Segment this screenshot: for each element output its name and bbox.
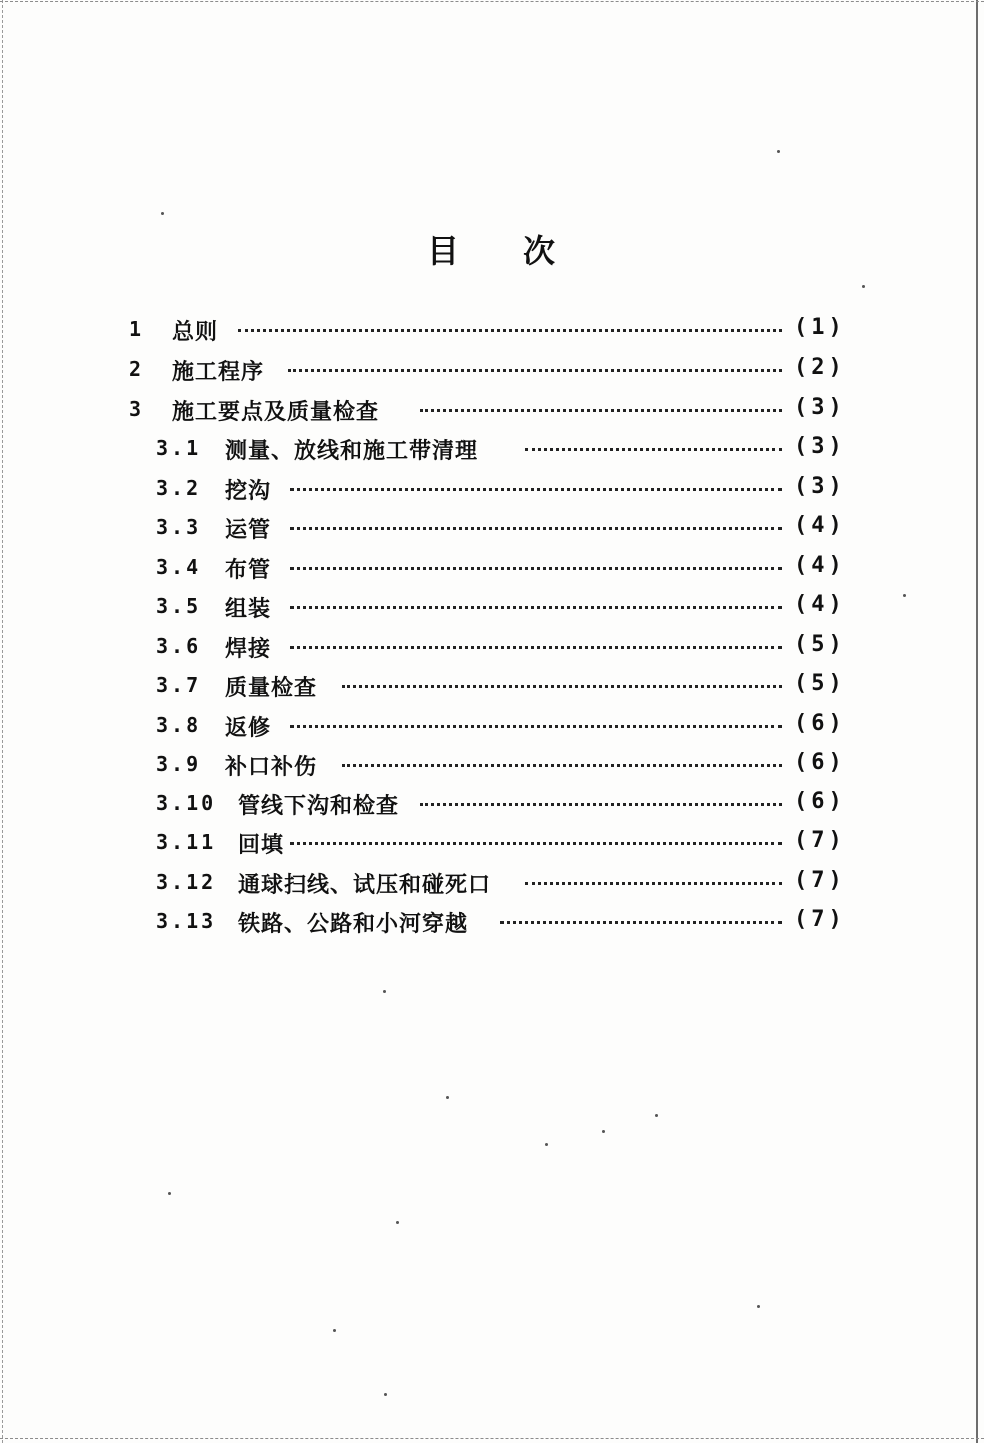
toc-entry-title: 施工程序 <box>172 359 265 385</box>
toc-title-left: 目 <box>426 232 461 270</box>
toc-entry-title: 测量、放线和施工带清理 <box>225 438 479 464</box>
toc-entry-number: 3.10 <box>156 791 217 815</box>
toc-entry-number: 2 <box>129 357 145 381</box>
toc-entry-title: 布管 <box>225 557 272 583</box>
toc-entry <box>0 787 984 823</box>
toc-leader-dots <box>342 685 782 688</box>
toc-leader-dots <box>342 764 782 767</box>
toc-leader-dots <box>290 725 782 728</box>
toc-entry <box>0 313 984 349</box>
toc-leader-dots <box>290 842 782 845</box>
toc-title <box>0 226 984 272</box>
toc-entry <box>0 551 984 587</box>
toc-entry-number: 3.11 <box>156 830 217 854</box>
toc-entry <box>0 353 984 389</box>
toc-entry-page: (4) <box>794 553 846 578</box>
toc-entry <box>0 905 984 941</box>
toc-entry-title: 回填 <box>238 832 285 858</box>
toc-entry-number: 3.4 <box>156 555 202 579</box>
toc-entry-page: (7) <box>794 868 846 893</box>
toc-entry-page: (6) <box>794 750 846 775</box>
scan-speck <box>384 1393 387 1396</box>
toc-entry-page: (5) <box>794 671 846 696</box>
toc-leader-dots <box>420 803 782 806</box>
toc-entry-title: 通球扫线、试压和碰死口 <box>238 872 492 898</box>
toc-entry-number: 3.8 <box>156 713 202 737</box>
toc-entry <box>0 590 984 626</box>
toc-entry-title: 返修 <box>225 715 272 741</box>
toc-entry-title: 施工要点及质量检查 <box>172 399 380 425</box>
toc-entry <box>0 866 984 902</box>
toc-leader-dots <box>290 567 782 570</box>
toc-entry-number: 1 <box>129 317 145 341</box>
scan-speck <box>545 1143 548 1146</box>
scan-speck <box>333 1329 336 1332</box>
toc-entry-number: 3.7 <box>156 673 202 697</box>
toc-entry-number: 3 <box>129 397 145 421</box>
toc-entry-title: 组装 <box>225 596 272 622</box>
scan-speck <box>655 1114 658 1117</box>
toc-entry <box>0 748 984 784</box>
toc-entry <box>0 393 984 429</box>
toc-entry-page: (7) <box>794 828 846 853</box>
toc-entry-page: (3) <box>794 474 846 499</box>
toc-leader-dots <box>525 882 782 885</box>
toc-entry-title: 运管 <box>225 517 272 543</box>
toc-entry <box>0 709 984 745</box>
toc-entry-page: (3) <box>794 434 846 459</box>
scan-edge-top <box>0 1 984 2</box>
toc-leader-dots <box>290 646 782 649</box>
scan-speck <box>446 1096 449 1099</box>
toc-entry-title: 补口补伤 <box>225 754 318 780</box>
toc-entry-page: (4) <box>794 513 846 538</box>
toc-entry <box>0 472 984 508</box>
toc-entry-title: 总则 <box>172 319 219 345</box>
scan-speck <box>383 990 386 993</box>
toc-entry-page: (3) <box>794 395 846 420</box>
toc-entry-number: 3.13 <box>156 909 217 933</box>
toc-entry <box>0 669 984 705</box>
toc-entry <box>0 630 984 666</box>
toc-leader-dots <box>420 409 782 412</box>
toc-entry <box>0 511 984 547</box>
toc-entry-number: 3.6 <box>156 634 202 658</box>
scan-speck <box>396 1221 399 1224</box>
toc-title-right: 次 <box>523 232 558 270</box>
toc-leader-dots <box>290 606 782 609</box>
toc-leader-dots <box>288 369 782 372</box>
toc-entry <box>0 432 984 468</box>
toc-entry-title: 焊接 <box>225 636 272 662</box>
toc-entry-page: (7) <box>794 907 846 932</box>
toc-entry-number: 3.1 <box>156 436 202 460</box>
toc-entry-number: 3.5 <box>156 594 202 618</box>
toc-entry-number: 3.2 <box>156 476 202 500</box>
scan-speck <box>757 1305 760 1308</box>
scan-edge-bottom <box>0 1438 984 1439</box>
toc-entry-page: (5) <box>794 632 846 657</box>
toc-entry-page: (2) <box>794 355 846 380</box>
scan-speck <box>602 1130 605 1133</box>
toc-leader-dots <box>525 448 782 451</box>
toc-entry-page: (1) <box>794 315 846 340</box>
toc-entry-page: (6) <box>794 711 846 736</box>
toc-leader-dots <box>238 329 782 332</box>
scan-speck <box>903 594 906 597</box>
toc-entry-title: 质量检查 <box>225 675 318 701</box>
scan-speck <box>161 212 164 215</box>
toc-entry <box>0 826 984 862</box>
scan-speck <box>862 285 865 288</box>
toc-entry-title: 管线下沟和检查 <box>238 793 400 819</box>
scan-speck <box>168 1192 171 1195</box>
toc-leader-dots <box>500 921 782 924</box>
toc-entry-page: (4) <box>794 592 846 617</box>
toc-entry-number: 3.12 <box>156 870 217 894</box>
toc-entry-number: 3.3 <box>156 515 202 539</box>
toc-leader-dots <box>290 488 782 491</box>
scan-speck <box>777 150 780 153</box>
toc-entry-page: (6) <box>794 789 846 814</box>
toc-leader-dots <box>290 527 782 530</box>
toc-entry-title: 铁路、公路和小河穿越 <box>238 911 469 937</box>
toc-entry-number: 3.9 <box>156 752 202 776</box>
toc-entry-title: 挖沟 <box>225 478 272 504</box>
